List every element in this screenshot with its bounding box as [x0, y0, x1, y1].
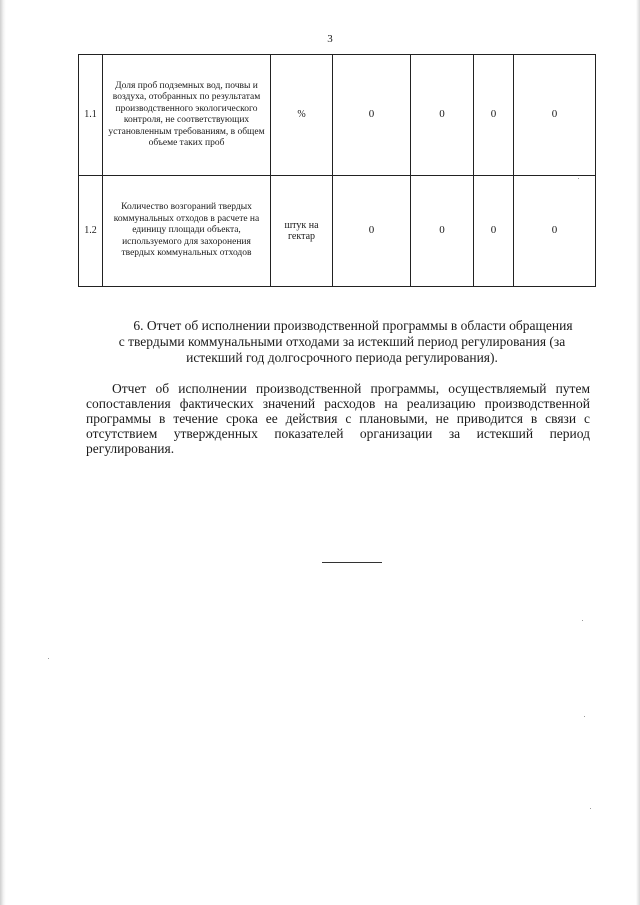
scan-speck	[578, 178, 579, 179]
row-number: 1.1	[79, 55, 103, 176]
value-cell: 0	[411, 55, 474, 176]
end-of-text-rule	[322, 562, 382, 563]
scan-speck	[48, 658, 49, 659]
indicator-name: Количество возгораний твердых коммунальных отходов в расчете на единицу площади объекта, используемого для захоронения твердых коммунальных отходов	[103, 176, 271, 287]
value-cell: 0	[474, 55, 514, 176]
scan-speck	[584, 716, 585, 717]
scan-edge-left	[0, 0, 6, 905]
value-cell: 0	[514, 176, 596, 287]
section-heading-line-2: с твердыми коммунальными отходами за истекший период регулирования (за	[118, 334, 566, 349]
row-number: 1.2	[79, 176, 103, 287]
value-cell: 0	[514, 55, 596, 176]
section-heading-line-1: 6. Отчет об исполнении производственной программы в области обращения	[133, 318, 573, 333]
value-cell: 0	[333, 176, 411, 287]
scan-speck	[582, 620, 583, 621]
value-cell: 0	[474, 176, 514, 287]
section-heading	[92, 318, 592, 366]
indicators-table	[78, 54, 596, 287]
value-cell: 0	[333, 55, 411, 176]
scan-edge-right	[636, 0, 640, 905]
page-number: 3	[327, 33, 333, 45]
table-row	[79, 176, 596, 287]
unit-cell: %	[271, 55, 333, 176]
unit-cell: штук на гектар	[271, 176, 333, 287]
report-paragraph: Отчет об исполнении производственной программы, осуществляемый путем сопоставления фактических значений расходов на реализацию производственной программы в течение срока ее действия с плановыми, не приводится в связи с отсутствием утвержденных показателей организации за истекший период регулирования.	[86, 381, 590, 456]
table-row	[79, 55, 596, 176]
value-cell: 0	[411, 176, 474, 287]
indicator-name: Доля проб подземных вод, почвы и воздуха, отобранных по результатам производственного экологического контроля, не соответствующих установленным требованиям, в общем объеме таких проб	[103, 55, 271, 176]
scan-speck	[590, 808, 591, 809]
section-heading-line-3: истекший год долгосрочного периода регулирования).	[186, 350, 498, 365]
